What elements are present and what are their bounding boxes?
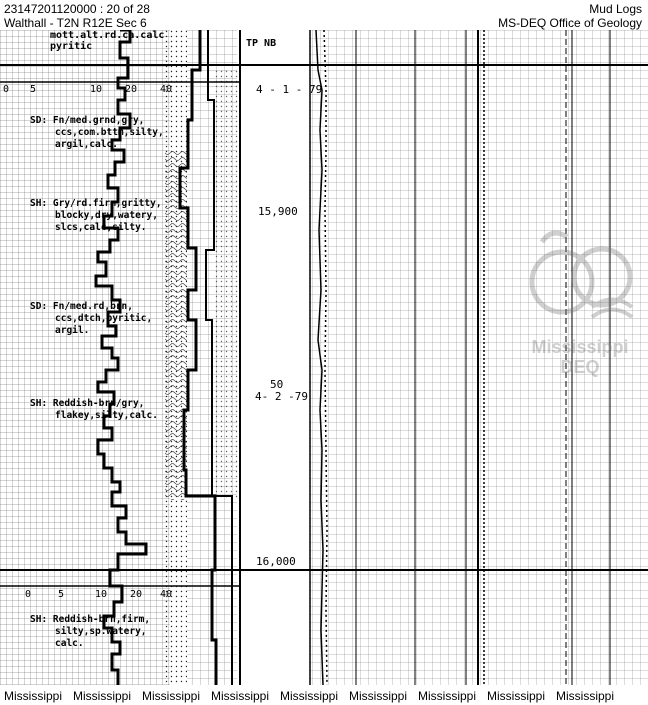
footer-word: Mississippi: [418, 689, 477, 703]
footer-word: Mississippi: [73, 689, 132, 703]
scale-tick-bottom: 10: [95, 589, 108, 600]
footer-word: Mississippi: [4, 689, 63, 703]
depth-marker: 16,000: [256, 555, 296, 568]
footer-word: Mississippi: [349, 689, 408, 703]
scale-tick-top: 0: [3, 84, 10, 95]
lithology-description: calc.: [55, 638, 84, 649]
column-header-label: TP NB: [246, 38, 277, 49]
lithology-description: SH: Reddish-brn/gry,: [30, 398, 145, 409]
footer-word: Mississippi: [487, 689, 546, 703]
lithology-description: flakey,silty,calc.: [55, 410, 158, 421]
scale-tick-bottom: 0: [25, 589, 32, 600]
well-location: Walthall - T2N R12E Sec 6: [4, 16, 147, 30]
lithology-description: argil,calc.: [55, 139, 118, 150]
depth-marker: 50: [270, 378, 284, 391]
scale-tick-bottom: 5: [58, 589, 65, 600]
description-fragment: mott.alt.rd.ca.calc: [50, 30, 165, 41]
deq-logo-icon: [522, 222, 638, 332]
scale-tick-top: 5: [30, 84, 37, 95]
lithology-description: slcs,calc,silty.: [55, 222, 147, 233]
lithology-description: ccs,com.bttm,silty,: [55, 127, 164, 138]
document-id-page: 23147201120000 : 20 of 28: [4, 2, 150, 16]
lithology-description: SH: Reddish-brn,firm,: [30, 614, 151, 625]
scale-tick-top: 10: [90, 84, 103, 95]
log-type: Mud Logs: [589, 2, 642, 16]
description-fragment: pyritic: [50, 41, 93, 52]
scale-tick-top: 20: [125, 84, 138, 95]
footer-watermark-row: [0, 689, 648, 705]
footer-word: Mississippi: [280, 689, 339, 703]
footer-word: Mississippi: [142, 689, 201, 703]
mississippi-deq-watermark: [522, 222, 638, 377]
lithology-description: ccs,dtch,pyritic,: [55, 313, 153, 324]
watermark-name: Mississippi: [531, 337, 629, 357]
log-date: 4 - 1 - 79: [256, 83, 323, 96]
watermark-suffix: DEQ: [560, 357, 600, 377]
lithology-description: SD: Fn/med.grnd,gry,: [30, 115, 145, 126]
lithology-description: argil.: [55, 325, 90, 336]
depth-marker: 15,900: [258, 205, 298, 218]
scale-tick-top: 40: [160, 84, 173, 95]
lithology-description: SH: Gry/rd.firm,gritty,: [30, 198, 162, 209]
agency-name: MS-DEQ Office of Geology: [498, 16, 642, 30]
footer-word: Mississippi: [211, 689, 270, 703]
footer-word: Mississippi: [556, 689, 615, 703]
scale-tick-bottom: 40: [160, 589, 173, 600]
lithology-description: silty,sp.watery,: [55, 626, 147, 637]
lithology-description: blocky,dry,watery,: [55, 210, 158, 221]
scale-tick-bottom: 20: [130, 589, 143, 600]
lithology-description: SD: Fn/med.rd,brn,: [30, 301, 133, 312]
log-date: 4- 2 -79: [255, 390, 308, 403]
